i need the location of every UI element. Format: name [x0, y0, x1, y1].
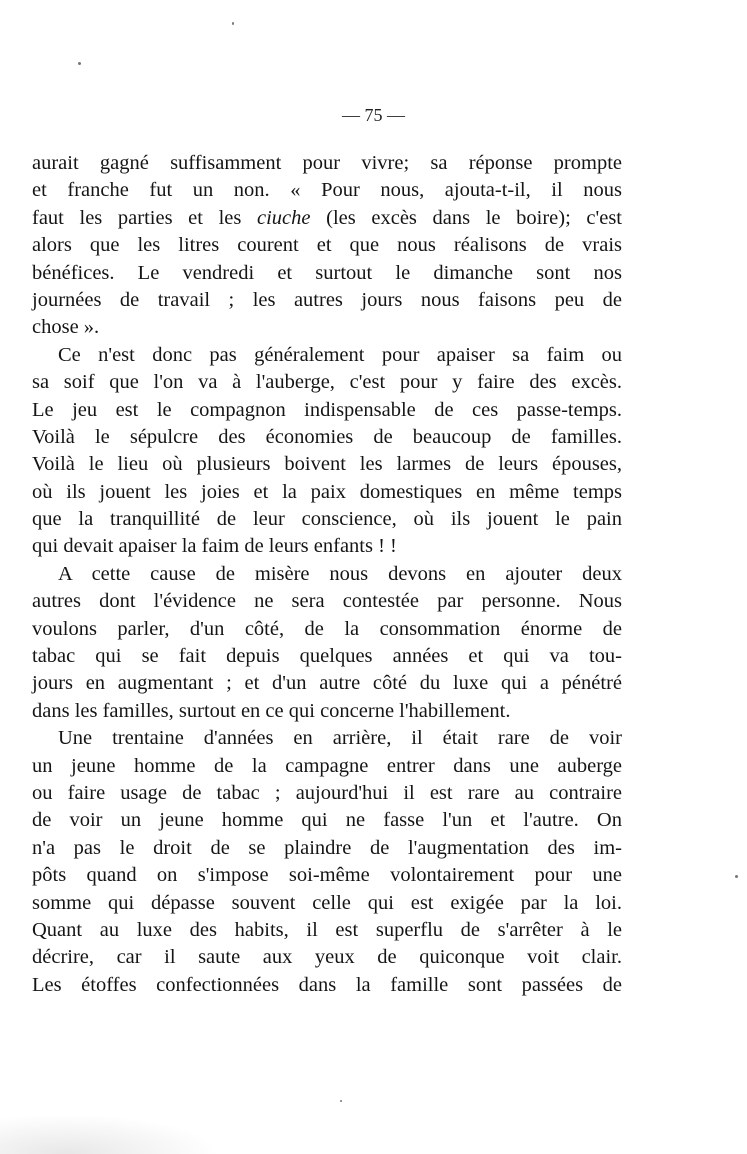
text-line: Une trentaine d'années en arrière, il était rare de voir: [58, 727, 622, 750]
text-line: Ce n'est donc pas généralement pour apaiser sa faim ou: [58, 343, 622, 366]
text-line: que la tranquillité de leur conscience, où ils jouent le pain: [32, 508, 622, 531]
text-line: bénéfices. Le vendredi et surtout le dimanche sont nos: [32, 261, 622, 284]
paper-speck: [340, 1100, 342, 1102]
text-line: un jeune homme de la campagne entrer dans une auberge: [32, 754, 622, 777]
text-line: de voir un jeune homme qui ne fasse l'un et l'autre. On: [32, 809, 622, 832]
paper-speck: [735, 875, 738, 878]
text-line: somme qui dépasse souvent celle qui est exigée par la loi.: [32, 891, 622, 914]
text-line: voulons parler, d'un côté, de la consommation énorme de: [32, 617, 622, 640]
text-line: A cette cause de misère nous devons en ajouter deux: [58, 562, 622, 585]
text-line: et franche fut un non. « Pour nous, ajouta-t-il, il nous: [32, 179, 622, 202]
text-line: jours en augmentant ; et d'un autre côté du luxe qui a pénétré: [32, 672, 622, 695]
text-line: n'a pas le droit de se plaindre de l'augmentation des im-: [32, 836, 622, 859]
text-line: décrire, car il saute aux yeux de quiconque voit clair.: [32, 946, 622, 969]
text-line: autres dont l'évidence ne sera contestée par personne. Nous: [32, 590, 622, 613]
text-line: Le jeu est le compagnon indispensable de ces passe-temps.: [32, 398, 622, 421]
text-line: pôts quand on s'impose soi-même volontairement pour une: [32, 864, 622, 887]
page-edge-shading: [0, 1114, 220, 1154]
text-line: faut les parties et les ciuche (les excès dans le boire); c'est: [32, 206, 623, 229]
text-line: Voilà le lieu où plusieurs boivent les larmes de leurs épouses,: [32, 453, 622, 476]
text-line: aurait gagné suffisamment pour vivre; sa réponse prompte: [32, 152, 622, 174]
text-line: où ils jouent les joies et la paix domestiques en même temps: [32, 480, 622, 503]
text-line: Quant au luxe des habits, il est superflu de s'arrêter à le: [32, 918, 622, 941]
text-line: tabac qui se fait depuis quelques années et qui va tou-: [32, 645, 622, 668]
paper-speck: [78, 62, 81, 65]
text-line: alors que les litres courent et que nous réalisons de vrais: [32, 234, 622, 257]
page-number: — 75 —: [342, 105, 405, 125]
text-line: qui devait apaiser la faim de leurs enfants ! !: [32, 535, 397, 558]
paper-speck: [232, 22, 234, 25]
text-line: journées de travail ; les autres jours nous faisons peu de: [32, 288, 622, 311]
text-line: sa soif que l'on va à l'auberge, c'est pour y faire des excès.: [32, 371, 622, 394]
text-line: dans les familles, surtout en ce qui concerne l'habillement.: [32, 699, 511, 722]
text-line: Voilà le sépulcre des économies de beaucoup de familles.: [32, 425, 622, 448]
text-line: chose ».: [32, 316, 100, 339]
text-line: Les étoffes confectionnées dans la famille sont passées de: [32, 973, 622, 996]
body-text: [32, 150, 622, 999]
text-line: ou faire usage de tabac ; aujourd'hui il est rare au contraire: [32, 781, 622, 804]
